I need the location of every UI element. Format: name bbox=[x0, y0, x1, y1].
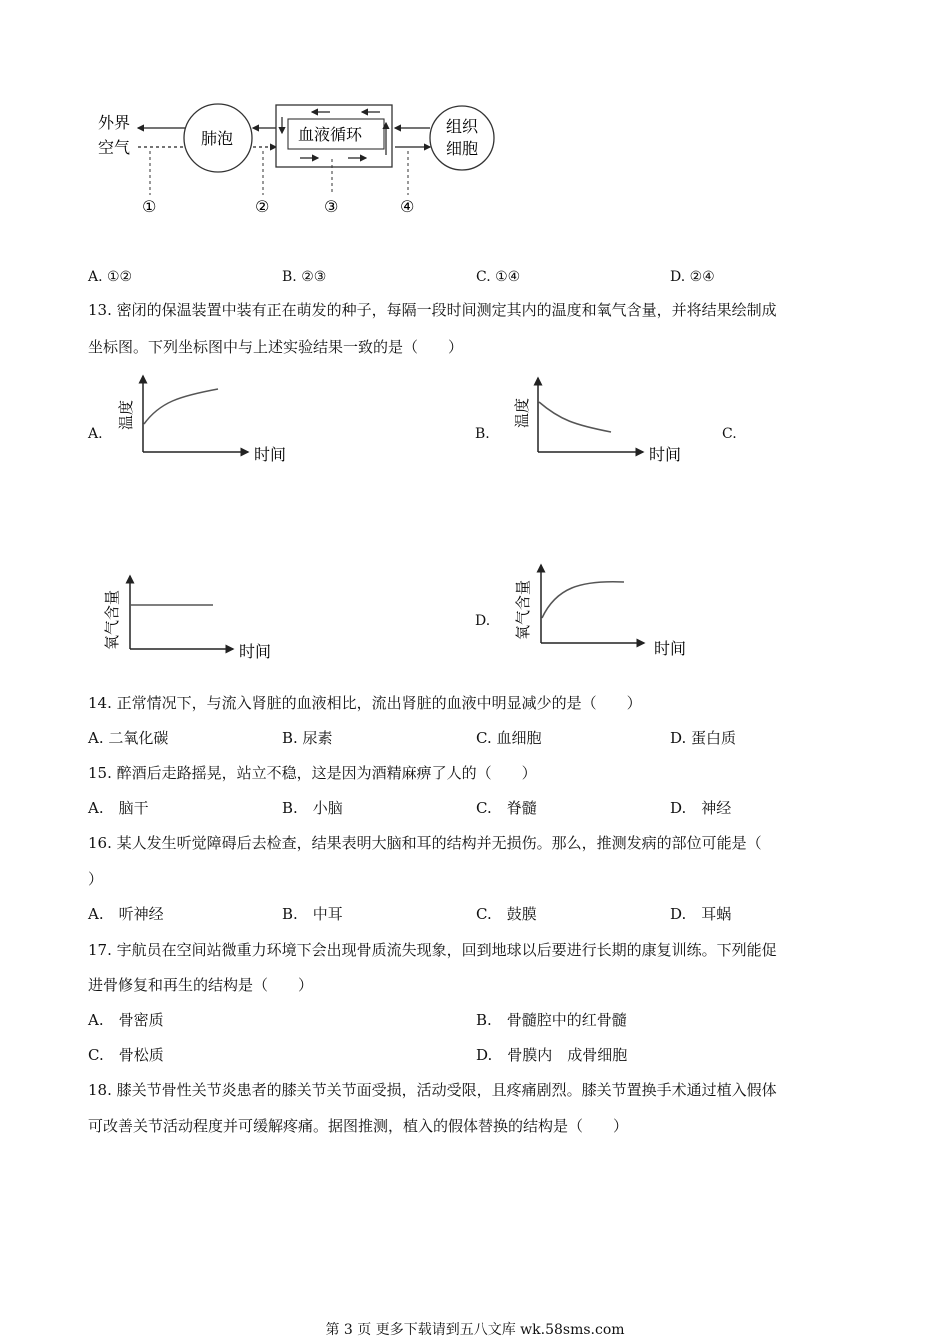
label-n3: ③ bbox=[324, 197, 339, 216]
q17-option-b[interactable]: B. 骨髓腔中的红骨髓 bbox=[476, 1011, 627, 1029]
page-footer: 第 3 页 更多下载请到五八文库 wk.58sms.com bbox=[325, 1322, 625, 1338]
q13-option-d-label[interactable]: D. bbox=[475, 613, 491, 629]
q16-stem-line1: 16. 某人发生听觉障碍后去检查，结果表明大脑和耳的结构并无损伤。那么，推测发病的部位可能是（ bbox=[88, 834, 762, 852]
q16-stem-line2: ） bbox=[88, 870, 104, 888]
q17-stem-line1: 17. 宇航员在空间站微重力环境下会出现骨质流失现象，回到地球以后要进行长期的康复训练。下列能促 bbox=[88, 941, 777, 959]
q13-option-a-label[interactable]: A. bbox=[88, 426, 103, 442]
tissue-cell-label-1: 组织 bbox=[446, 117, 479, 136]
graph-a-curve bbox=[144, 389, 218, 424]
graph-d-xlabel: 时间 bbox=[654, 639, 687, 658]
q16-option-d[interactable]: D. 耳蜗 bbox=[670, 905, 732, 923]
q12-option-b[interactable]: B. ②③ bbox=[282, 269, 327, 285]
graph-a-xlabel: 时间 bbox=[254, 445, 287, 464]
q16-option-c[interactable]: C. 鼓膜 bbox=[476, 905, 537, 923]
q12-option-d[interactable]: D. ②④ bbox=[670, 269, 715, 285]
q13-stem-line2: 坐标图。下列坐标图中与上述实验结果一致的是（ ） bbox=[88, 338, 464, 356]
q12-option-a[interactable]: A. ①② bbox=[88, 269, 133, 285]
label-n2: ② bbox=[255, 197, 270, 216]
graph-c-ylabel: 氧气含量 bbox=[103, 589, 121, 650]
graph-d bbox=[508, 560, 698, 660]
q15-stem: 15. 醉酒后走路摇晃，站立不稳，这是因为酒精麻痹了人的（ ） bbox=[88, 764, 537, 782]
q14-stem: 14. 正常情况下，与流入肾脏的血液相比，流出肾脏的血液中明显减少的是（ ） bbox=[88, 694, 642, 712]
q17-option-a[interactable]: A. 骨密质 bbox=[88, 1011, 164, 1029]
graph-d-curve bbox=[542, 582, 624, 618]
q16-option-a[interactable]: A. 听神经 bbox=[88, 905, 164, 923]
q15-option-d[interactable]: D. 神经 bbox=[670, 799, 732, 817]
blood-circulation-label: 血液循环 bbox=[298, 125, 363, 144]
q15-option-b[interactable]: B. 小脑 bbox=[282, 799, 343, 817]
q13-stem-line1: 13. 密闭的保温装置中装有正在萌发的种子，每隔一段时间测定其内的温度和氧气含量，并将结果绘制成 bbox=[88, 301, 777, 319]
q13-option-c-label[interactable]: C. bbox=[722, 426, 737, 442]
q17-option-c[interactable]: C. 骨松质 bbox=[88, 1046, 164, 1064]
alveolus-label: 肺泡 bbox=[201, 129, 234, 148]
q18-stem-line2: 可改善关节活动程度并可缓解疼痛。据图推测，植入的假体替换的结构是（ ） bbox=[88, 1117, 629, 1135]
graph-a-ylabel: 温度 bbox=[117, 399, 135, 430]
q16-option-b[interactable]: B. 中耳 bbox=[282, 905, 343, 923]
q12-option-c[interactable]: C. ①④ bbox=[476, 269, 521, 285]
label-n1: ① bbox=[142, 197, 157, 216]
graph-b-ylabel: 温度 bbox=[513, 397, 531, 428]
graph-c-xlabel: 时间 bbox=[239, 642, 272, 661]
graph-c bbox=[95, 570, 285, 670]
outside-air-label-1: 外界 bbox=[98, 113, 131, 132]
graph-a bbox=[110, 368, 300, 468]
tissue-cell-circle bbox=[430, 106, 494, 170]
q17-option-d[interactable]: D. 骨膜内 成骨细胞 bbox=[476, 1046, 628, 1064]
q18-stem-line1: 18. 膝关节骨性关节炎患者的膝关节关节面受损，活动受限，且疼痛剧烈。膝关节置换手术通过植入假体 bbox=[88, 1081, 777, 1099]
graph-b-xlabel: 时间 bbox=[649, 445, 682, 464]
label-n4: ④ bbox=[400, 197, 415, 216]
q15-option-a[interactable]: A. 脑干 bbox=[88, 799, 149, 817]
q14-option-b[interactable]: B. 尿素 bbox=[282, 729, 333, 747]
respiration-diagram bbox=[90, 95, 510, 225]
graph-d-ylabel: 氧气含量 bbox=[514, 579, 532, 640]
graph-b-curve bbox=[539, 402, 611, 432]
outside-air-label-2: 空气 bbox=[98, 138, 131, 157]
q14-option-a[interactable]: A. 二氧化碳 bbox=[88, 729, 169, 747]
q13-option-b-label[interactable]: B. bbox=[475, 426, 490, 442]
tissue-cell-label-2: 细胞 bbox=[446, 139, 479, 158]
q14-option-c[interactable]: C. 血细胞 bbox=[476, 729, 542, 747]
graph-b bbox=[505, 370, 695, 470]
q17-stem-line2: 进骨修复和再生的结构是（ ） bbox=[88, 976, 314, 994]
q14-option-d[interactable]: D. 蛋白质 bbox=[670, 729, 737, 747]
q15-option-c[interactable]: C. 脊髓 bbox=[476, 799, 537, 817]
